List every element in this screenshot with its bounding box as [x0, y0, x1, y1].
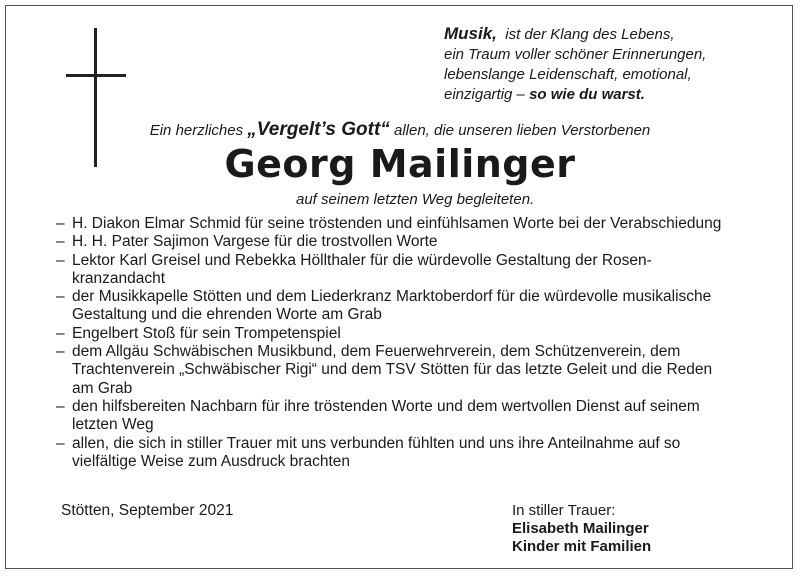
motto-line-4 — [444, 85, 784, 105]
list-item: – Lektor Karl Greisel und Rebekka Höllthaler für die würdevolle Gestaltung der Rosenkranzandacht — [56, 252, 736, 289]
thanks-subtitle: auf seinem letzten Weg begleiteten. — [296, 191, 535, 208]
place-date: Stötten, September 2021 — [61, 502, 234, 519]
obituary-card — [5, 5, 793, 569]
list-item: – dem Allgäu Schwäbischen Musikbund, dem Feuerwehrverein, dem Schützenverein, dem Trachtenverein „Schwäbischer Rigi“ und dem TSV Stötten für das letzte Geleit und die Reden am Grab — [56, 343, 736, 398]
thanks-list — [56, 215, 736, 471]
motto-line-1-rest: ist der Klang des Lebens, — [505, 26, 675, 43]
motto-line-1 — [444, 24, 784, 45]
mourner-name: Elisabeth Mailinger — [512, 520, 649, 537]
list-item: – Engelbert Stoß für sein Trompetenspiel — [56, 325, 736, 343]
motto-verse — [444, 24, 784, 105]
cross-icon-bar — [66, 74, 126, 77]
motto-lead: Musik, — [444, 24, 497, 43]
thanks-prefix: Ein herzliches — [149, 122, 244, 139]
mourners-block — [512, 502, 651, 556]
motto-line-2: ein Traum voller schöner Erinnerungen, — [444, 46, 707, 63]
mourner-family: Kinder mit Familien — [512, 538, 652, 555]
list-item: – H. Diakon Elmar Schmid für seine tröstenden und einfühlsamen Worte bei der Verabschiedung — [56, 215, 736, 233]
thanks-suffix: allen, die unseren lieben Verstorbenen — [393, 122, 651, 139]
motto-line-4-start: einzigartig – — [444, 86, 525, 103]
list-item: – den hilfsbereiten Nachbarn für ihre tröstenden Worte und dem wertvollen Dienst auf seinem letzten Weg — [56, 398, 736, 435]
thanks-quote: „Vergelt’s Gott“ — [247, 119, 390, 140]
mourning-header: In stiller Trauer: — [512, 502, 616, 519]
deceased-name: Georg Mailinger — [224, 142, 576, 186]
motto-line-4-bold: so wie du warst. — [529, 86, 645, 103]
list-item: – der Musikkapelle Stötten und dem Liederkranz Marktoberdorf für die würdevolle musikalische Gestaltung und die ehrenden Worte am Grab — [56, 288, 736, 325]
list-item: – allen, die sich in stiller Trauer mit uns verbunden fühlten und uns ihre Anteilnahme auf so vielfältige Weise zum Ausdruck brachten — [56, 435, 736, 472]
list-item: – H. H. Pater Sajimon Vargese für die trostvollen Worte — [56, 233, 736, 251]
motto-line-3: lebenslange Leidenschaft, emotional, — [444, 66, 692, 83]
thanks-intro — [6, 119, 794, 141]
